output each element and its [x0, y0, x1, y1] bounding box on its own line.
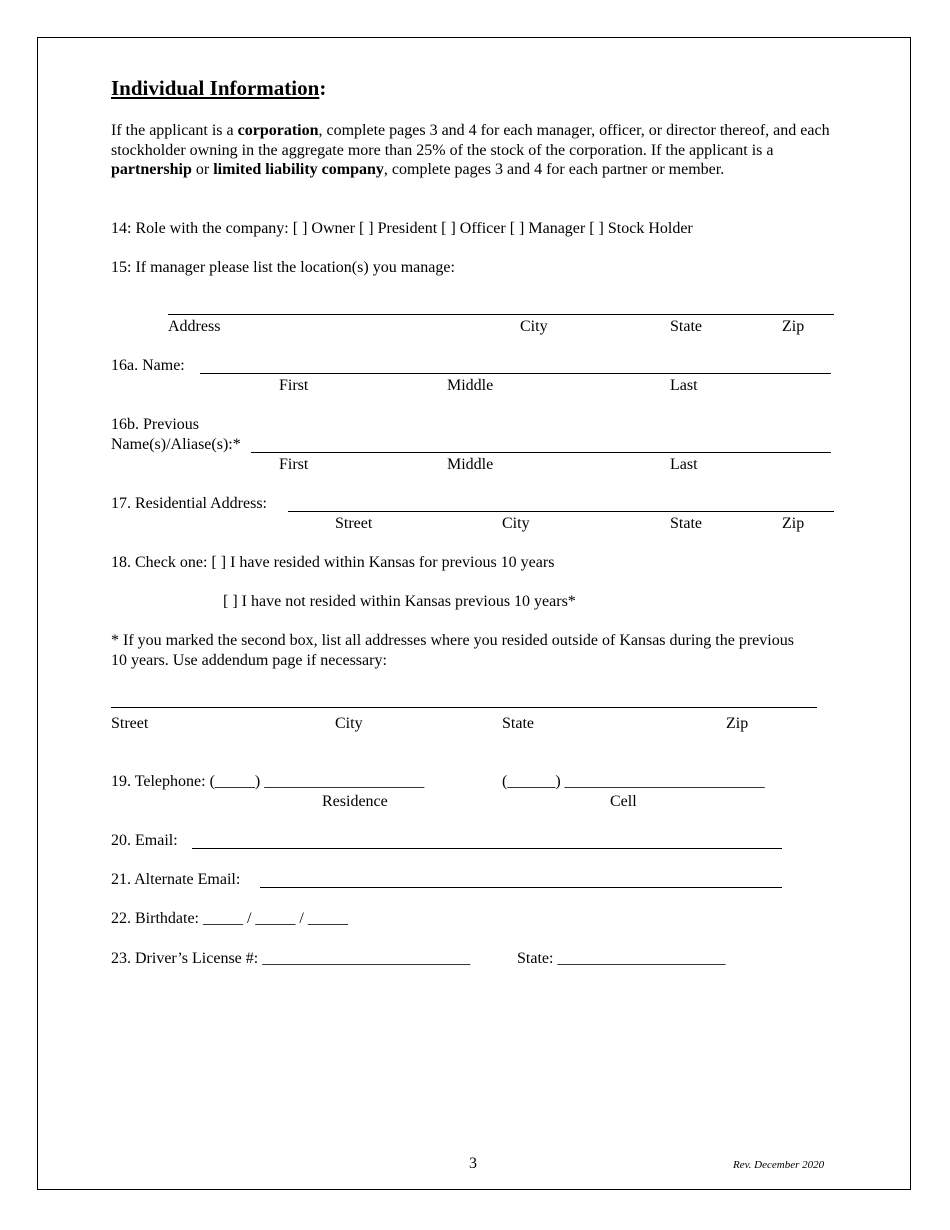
intro-bold-corporation: corporation — [237, 122, 319, 139]
q23-drivers-license-field[interactable]: 23. Driver’s License #: __________________________ — [111, 950, 471, 967]
q19-residence-phone-field[interactable]: 19. Telephone: (_____) ____________________ — [111, 773, 425, 790]
outside-zip-label: Zip — [726, 715, 749, 732]
intro-bold-llc: limited liability company — [213, 161, 384, 179]
phone-cell-label: Cell — [610, 793, 637, 810]
phone-residence-label: Residence — [322, 793, 388, 810]
intro-paragraph — [111, 121, 831, 180]
q16b-label-line2: Name(s)/Aliase(s):* — [111, 436, 241, 453]
intro-bold-partnership: partnership — [111, 161, 192, 179]
q15-locations-prompt: 15: If manager please list the location(s) you manage: — [111, 259, 455, 276]
location-zip-label: Zip — [782, 318, 805, 335]
location-address-line[interactable] — [168, 314, 834, 315]
q18-not-resided-option[interactable]: [ ] I have not resided within Kansas previous 10 years* — [223, 593, 576, 610]
outside-street-label: Street — [111, 715, 149, 732]
section-title-text: Individual Information — [111, 76, 320, 100]
q14-role[interactable]: 14: Role with the company: [ ] Owner [ ] President [ ] Officer [ ] Manager [ ] Stock Holder — [111, 220, 693, 237]
location-address-label: Address — [168, 318, 221, 335]
residential-state-label: State — [670, 515, 702, 532]
previous-name-line[interactable] — [251, 452, 831, 453]
previous-name-first-label: First — [279, 456, 309, 473]
name-last-label: Last — [670, 377, 698, 394]
outside-city-label: City — [335, 715, 363, 732]
q21-alternate-email-label: 21. Alternate Email: — [111, 871, 241, 888]
q17-residential-address-label: 17. Residential Address: — [111, 495, 267, 512]
previous-name-middle-label: Middle — [447, 456, 494, 473]
intro-text-2: , complete pages 3 and 4 for each manager, officer, or director thereof, and each stockholder owning in the aggregate more than 25% of the stock of the corporation. If the applicant is a — [111, 122, 830, 159]
q16b-label-line1: 16b. Previous — [111, 416, 199, 433]
intro-text-1: If the applicant is a — [111, 122, 238, 139]
name-middle-label: Middle — [447, 377, 494, 394]
previous-name-last-label: Last — [670, 456, 698, 473]
outside-state-label: State — [502, 715, 534, 732]
outside-kansas-note: * If you marked the second box, list all addresses where you resided outside of Kansas during the previous 10 years. Use addendum page if necessary: — [111, 632, 794, 669]
intro-text-4: , complete pages 3 and 4 for each partner or member. — [383, 161, 725, 179]
alternate-email-line[interactable] — [260, 887, 782, 888]
residential-address-line[interactable] — [288, 511, 834, 512]
location-state-label: State — [670, 318, 702, 335]
q22-birthdate-field[interactable]: 22. Birthdate: _____ / _____ / _____ — [111, 910, 348, 927]
revision-date: Rev. December 2020 — [733, 1159, 825, 1171]
email-line[interactable] — [192, 848, 782, 849]
page-number: 3 — [469, 1155, 477, 1172]
section-title-colon: : — [319, 76, 327, 100]
residential-city-label: City — [502, 515, 530, 532]
location-city-label: City — [520, 318, 548, 335]
q18-resided-in-kansas-option[interactable]: 18. Check one: [ ] I have resided within Kansas for previous 10 years — [111, 554, 555, 571]
section-title — [111, 78, 326, 98]
q20-email-label: 20. Email: — [111, 832, 178, 849]
outside-address-line[interactable] — [111, 707, 817, 708]
q16a-name-label: 16a. Name: — [111, 357, 185, 374]
name-first-label: First — [279, 377, 309, 394]
intro-text-3: or — [191, 161, 214, 179]
name-line[interactable] — [200, 373, 831, 374]
q23-license-state-field[interactable]: State: _____________________ — [517, 950, 726, 967]
residential-zip-label: Zip — [782, 515, 805, 532]
page-border — [37, 37, 911, 1190]
q19-cell-phone-field[interactable]: (______) _________________________ — [502, 773, 765, 790]
residential-street-label: Street — [335, 515, 373, 532]
